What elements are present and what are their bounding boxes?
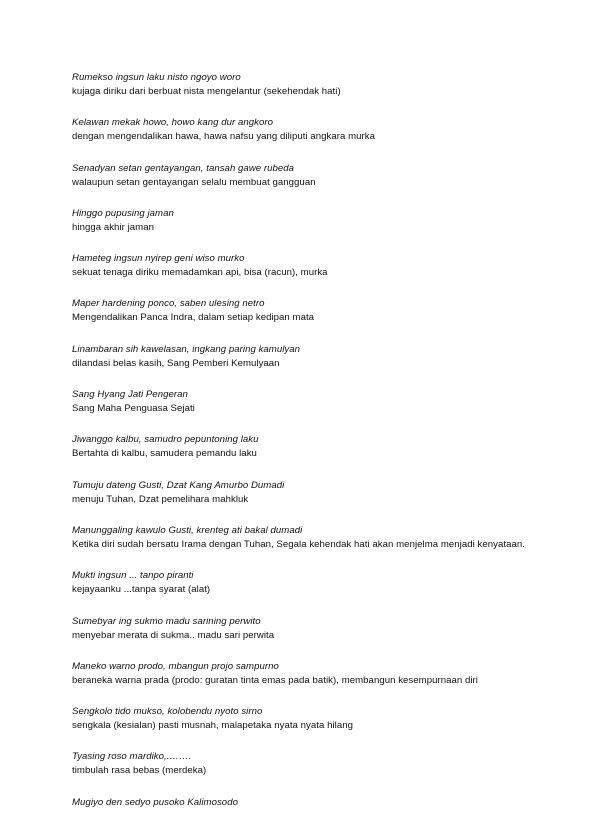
javanese-line: Hameteg ingsun nyirep geni wiso murko: [72, 253, 245, 265]
translation-line: dengan mengendalikan hawa, hawa nafsu yang diliputi angkara murka: [72, 131, 375, 143]
translation-line: Sang Maha Penguasa Sejati: [72, 403, 195, 415]
javanese-line: Kelawan mekak howo, howo kang dur angkoro: [72, 117, 273, 129]
stanza: [72, 615, 572, 643]
javanese-line: Mukti ingsun ... tanpo piranti: [72, 570, 194, 582]
translation-line: timbulah rasa bebas (merdeka): [72, 765, 207, 777]
translation-line: sekuat tenaga diriku memadamkan api, bisa (racun), murka: [72, 267, 328, 279]
translation-line: hingga akhir jaman: [72, 221, 154, 233]
javanese-line: Sengkolo tido mukso, kolobendu nyoto sirno: [72, 706, 263, 718]
stanza: [72, 162, 572, 190]
stanza: [72, 569, 572, 597]
translation-line: sengkala (kesialan) pasti musnah, malapetaka nyata nyata hilang: [72, 720, 354, 732]
javanese-line: Tyasing roso mardiko,.…….: [72, 751, 192, 763]
translation-line: dilandasi belas kasih, Sang Pemberi Kemulyaan: [72, 357, 280, 369]
stanza: [72, 433, 572, 461]
stanza: [72, 750, 572, 778]
javanese-line: Sang Hyang Jati Pengeran: [72, 389, 188, 401]
translation-line: Ketika diri sudah bersatu Irama dengan Tuhan, Segala kehendak hati akan menjelma menjadi kenyataan.: [72, 538, 525, 550]
javanese-line: Maper hardening ponco, saben ulesing netro: [72, 298, 265, 310]
javanese-line: Maneko warno prodo, mbangun projo sampurno: [72, 660, 279, 672]
translation-line: beraneka warna prada (prodo: guratan tinta emas pada batik), membangun kesempurnaan diri: [72, 674, 478, 686]
translation-line: menyebar merata di sukma.. madu sari perwita: [72, 629, 275, 641]
javanese-line: Mugiyo den sedyo pusoko Kalimosodo: [72, 796, 238, 808]
javanese-line: Sumebyar ing sukmo madu sarining perwito: [72, 615, 261, 627]
javanese-line: Rumekso ingsun laku nisto ngoyo woro: [72, 72, 241, 83]
translation-line: kujaga diriku dari berbuat nista mengelantur (sekehendak hati): [72, 86, 341, 97]
javanese-line: Linambaran sih kawelasan, ingkang paring kamulyan: [72, 343, 301, 355]
stanza: [72, 524, 572, 552]
stanza: [72, 252, 572, 280]
translation-line: Mengendalikan Panca Indra, dalam setiap kedipan mata: [72, 312, 315, 324]
stanza: [72, 71, 572, 99]
stanza: [72, 479, 572, 507]
javanese-line: Hinggo pupusing jaman: [72, 207, 174, 219]
stanza: [72, 116, 572, 144]
translation-line: kejayaanku ...tanpa syarat (alat): [72, 584, 211, 596]
translation-line: Bertahta di kalbu, samudera pemandu laku: [72, 448, 257, 460]
javanese-line: Jiwanggo kalbu, samudro pepuntoning laku: [72, 434, 259, 446]
translation-line: menuju Tuhan, Dzat pemelihara mahkluk: [72, 493, 249, 505]
document-body: [72, 71, 572, 827]
stanza: [72, 705, 572, 733]
stanza: [72, 297, 572, 325]
stanza: [72, 343, 572, 371]
stanza: [72, 660, 572, 688]
stanza: [72, 388, 572, 416]
translation-line: walaupun setan gentayangan selalu membuat gangguan: [72, 176, 316, 188]
javanese-line: Senadyan setan gentayangan, tansah gawe rubeda: [72, 162, 295, 174]
javanese-line: Tumuju dateng Gusti, Dzat Kang Amurbo Dumadi: [72, 479, 285, 491]
stanza: [72, 796, 572, 810]
javanese-line: Manunggaling kawulo Gusti, krenteg ati bakal dumadi: [72, 524, 303, 536]
stanza: [72, 207, 572, 235]
